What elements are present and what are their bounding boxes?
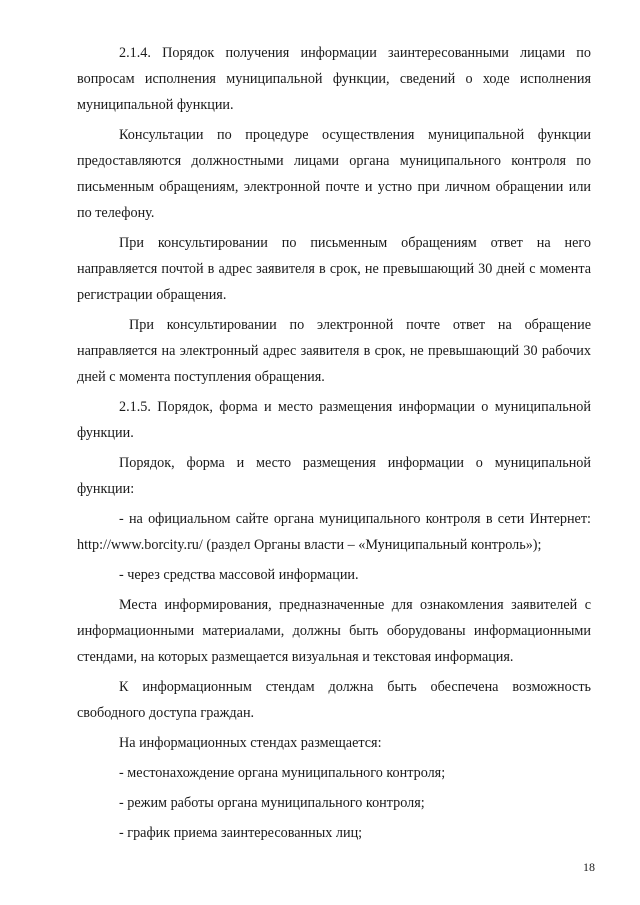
list-item-working-hours: - режим работы органа муниципального контроля; [119,795,425,811]
paragraph-information-places: Места информирования, предназначенные для ознакомления заявителей с информационными материалами, должны быть оборудованы информационными стендами, на которых размещается визуальная и текстовая информация. [77,597,591,665]
page-number: 18 [583,860,595,874]
list-item-location: - местонахождение органа муниципального контроля; [119,765,446,781]
paragraph-email-requests: При консультировании по электронной почте ответ на обращение направляется на электронный адрес заявителя в срок, не превышающий 30 рабочих дней с момента поступления обращения. [77,317,591,385]
paragraph-written-requests: При консультировании по письменным обращениям ответ на него направляется почтой в адрес заявителя в срок, не превышающий 30 дней с момента регистрации обращения. [77,235,591,303]
list-item-website: - на официальном сайте органа муниципального контроля в сети Интернет: http://www.borcity.ru/ (раздел Органы власти – «Муниципальный контроль»); [77,511,591,553]
paragraph-2-1-4: 2.1.4. Порядок получения информации заинтересованными лицами по вопросам исполнения муниципальной функции, сведений о ходе исполнения муниципальной функции. [77,45,591,113]
list-item-reception-schedule: - график приема заинтересованных лиц; [119,825,363,841]
paragraph-consultations: Консультации по процедуре осуществления муниципальной функции предоставляются должностными лицами органа муниципального контроля по письменным обращениям, электронной почте и устно при личном обращении или по телефону. [77,127,591,221]
paragraph-info-placement: Порядок, форма и место размещения информации о муниципальной функции: [77,455,591,497]
paragraph-stand-access: К информационным стендам должна быть обеспечена возможность свободного доступа граждан. [77,679,591,721]
paragraph-stand-contents: На информационных стендах размещается: [119,735,382,751]
paragraph-2-1-5: 2.1.5. Порядок, форма и место размещения информации о муниципальной функции. [77,399,591,441]
list-item-mass-media: - через средства массовой информации. [119,567,359,583]
document-body [77,40,591,850]
